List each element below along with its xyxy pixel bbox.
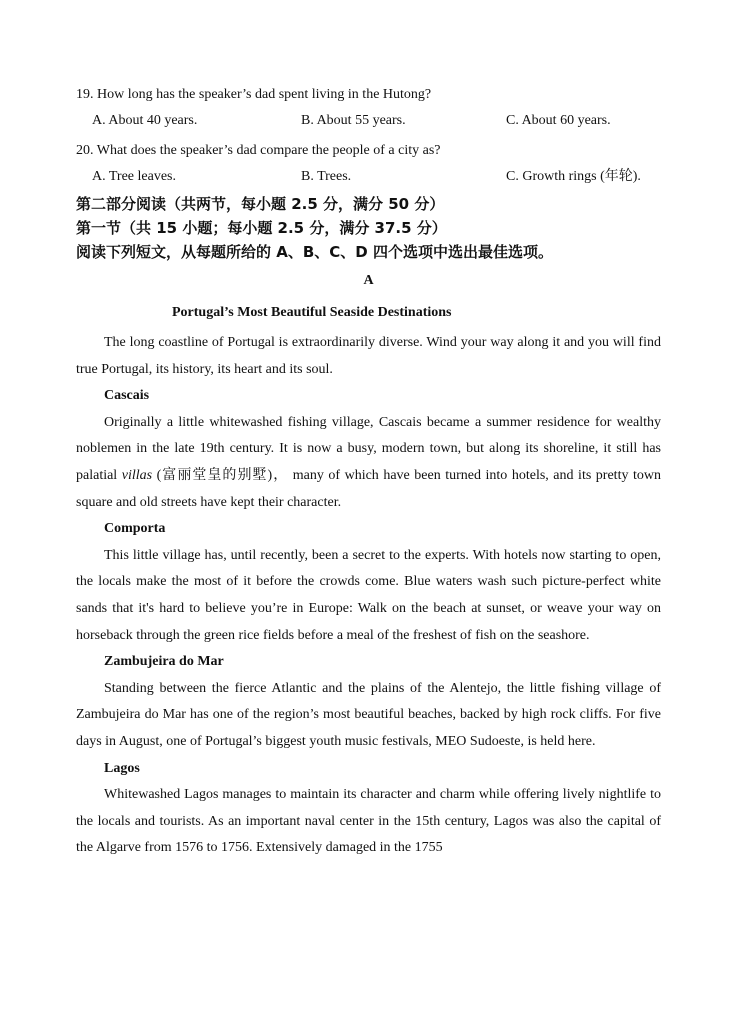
option-a: A. About 40 years.	[92, 113, 198, 128]
lagos-paragraph: Whitewashed Lagos manages to maintain its character and charm while offering lively nightlife to the locals and tourists. As an important naval center in the 15th century, Lagos was also the capital of the Algarve from 1576 to 1756. Extensively damaged in the 1755	[76, 787, 661, 856]
option-b: B. Trees.	[301, 169, 352, 184]
cascais-text-before: Originally a little whitewashed fishing village, Cascais became a summer residence for wealthy noblemen in the late 19th century. It is now a busy, modern town, but along its shoreline, it still has palatial	[76, 414, 661, 483]
intro-paragraph: The long coastline of Portugal is extraordinarily diverse. Wind your way along it and you will find true Portugal, its history, its heart and its soul.	[76, 335, 661, 377]
option-b: B. About 55 years.	[301, 113, 406, 128]
section-heading-cascais: Cascais	[104, 388, 150, 404]
exam-page	[76, 84, 661, 862]
section-heading-zambujeira: Zambujeira do Mar	[104, 654, 224, 670]
option-c: C. Growth rings (年轮).	[506, 169, 641, 184]
article-title: Portugal’s Most Beautiful Seaside Destinations	[172, 305, 452, 320]
comporta-paragraph: This little village has, until recently, been a secret to the experts. With hotels now starting to open, the locals make the most of it before the crowds come. Blue waters wash such picture-perfect white sands that it's hard to believe you’re in Europe: Walk on the beach at sunset, or weave your way on horseback through the green rice fields before a meal of the freshest of fish on the seashore.	[76, 547, 661, 643]
option-a: A. Tree leaves.	[92, 169, 176, 184]
reading-instructions: 阅读下列短文，从每题所给的 A、B、C、D 四个选项中选出最佳选项。	[76, 243, 553, 261]
part-two-header: 第二部分阅读（共两节，每小题 2.5 分，满分 50 分）	[76, 195, 445, 213]
option-c: C. About 60 years.	[506, 113, 611, 128]
villas-word: villas	[121, 467, 153, 483]
passage-letter: A	[363, 273, 374, 288]
question-19-stem: 19. How long has the speaker’s dad spent living in the Hutong?	[76, 87, 432, 102]
section-one-header: 第一节（共 15 小题；每小题 2.5 分，满分 37.5 分）	[76, 219, 447, 237]
section-heading-comporta: Comporta	[104, 521, 166, 537]
section-heading-lagos: Lagos	[104, 760, 140, 776]
cascais-text-after: (富丽堂皇的别墅)， many of which have been turned into hotels, and its pretty town square and old streets have kept their character.	[76, 467, 661, 510]
question-20-stem: 20. What does the speaker’s dad compare the people of a city as?	[76, 143, 441, 158]
cascais-paragraph	[76, 410, 661, 516]
question-19-options	[76, 110, 661, 140]
zambujeira-paragraph: Standing between the fierce Atlantic and the plains of the Alentejo, the little fishing village of Zambujeira do Mar has one of the region’s most beautiful beaches, backed by high rock cliffs. For five days in August, one of Portugal’s biggest youth music festivals, MEO Sudoeste, is held here.	[76, 680, 661, 749]
